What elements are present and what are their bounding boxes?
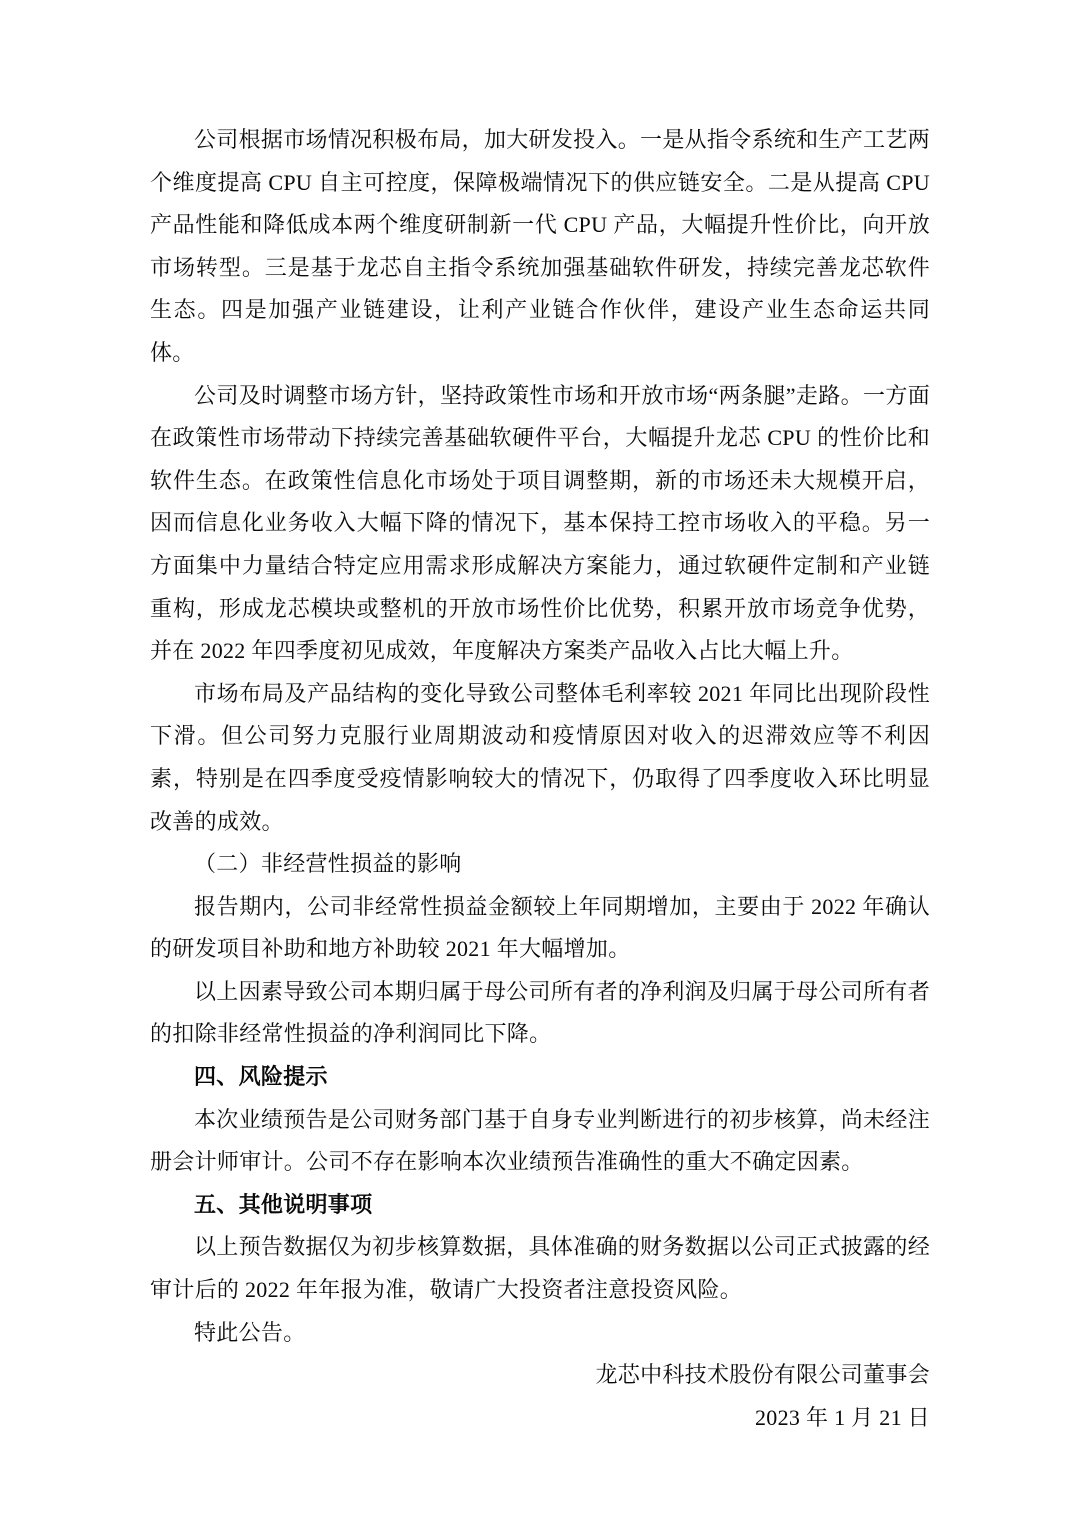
- paragraph-rd-investment: 公司根据市场情况积极布局，加大研发投入。一是从指令系统和生产工艺两个维度提高 CPU 自主可控度，保障极端情况下的供应链安全。二是从提高 CPU 产品性能和降低成本两个维度研制新一代 CPU 产品，大幅提升性价比，向开放市场转型。三是基于龙芯自主指令系统加强基础软件研发，持续完善龙芯软件生态。四是加强产业链建设，让利产业链合作伙伴，建设产业生态命运共同体。: [150, 127, 930, 365]
- paragraph-market-strategy: 公司及时调整市场方针，坚持政策性市场和开放市场“两条腿”走路。一方面在政策性市场带动下持续完善基础软硬件平台，大幅提升龙芯 CPU 的性价比和软件生态。在政策性信息化市场处于项目调整期，新的市场还未大规模开启，因而信息化业务收入大幅下降的情况下，基本保持工控市场收入的平稳。另一方面集中力量结合特定应用需求形成解决方案能力，通过软硬件定制和产业链重构，形成龙芯模块或整机的开放市场性价比优势，积累开放市场竞争优势，并在 2022 年四季度初见成效，年度解决方案类产品收入占比大幅上升。: [150, 382, 930, 664]
- signature-company: 龙芯中科技术股份有限公司董事会: [595, 1362, 930, 1388]
- signature-date: 2023 年 1 月 21 日: [754, 1404, 930, 1430]
- paragraph-announcement-close: 特此公告。: [194, 1319, 306, 1345]
- heading-risk-notice: 四、风险提示: [194, 1064, 328, 1090]
- heading-other-notes: 五、其他说明事项: [194, 1191, 373, 1217]
- paragraph-gross-margin: 市场布局及产品结构的变化导致公司整体毛利率较 2021 年同比出现阶段性下滑。但公司努力克服行业周期波动和疫情原因对收入的迟滞效应等不利因素，特别是在四季度受疫情影响较大的情况下，仍取得了四季度收入环比明显改善的成效。: [150, 680, 930, 834]
- announcement-body: [150, 119, 930, 1439]
- paragraph-preliminary-data: 以上预告数据仅为初步核算数据，具体准确的财务数据以公司正式披露的经审计后的 2022 年年报为准，敬请广大投资者注意投资风险。: [150, 1234, 930, 1303]
- paragraph-risk-statement: 本次业绩预告是公司财务部门基于自身专业判断进行的初步核算，尚未经注册会计师审计。公司不存在影响本次业绩预告准确性的重大不确定因素。: [150, 1106, 930, 1175]
- subheading-non-operating-impact: （二）非经营性损益的影响: [194, 851, 462, 877]
- paragraph-non-recurring-gains: 报告期内，公司非经常性损益金额较上年同期增加，主要由于 2022 年确认的研发项目补助和地方补助较 2021 年大幅增加。: [150, 893, 930, 962]
- paragraph-net-profit-decline: 以上因素导致公司本期归属于母公司所有者的净利润及归属于母公司所有者的扣除非经常性损益的净利润同比下降。: [150, 978, 930, 1047]
